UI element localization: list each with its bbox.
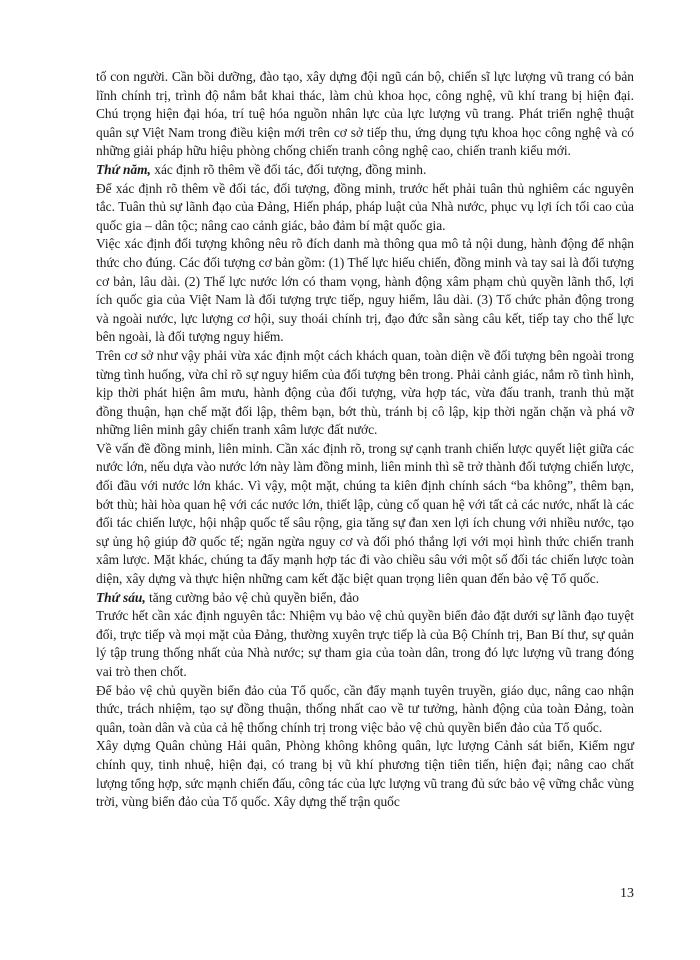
page-body [96, 68, 634, 812]
paragraph-text: Việc xác định đối tượng không nêu rõ đích danh mà thông qua mô tả nội dung, hành động để nhận thức cho đúng. Các đối tượng cơ bản gồm: (1) Thế lực hiếu chiến, đồng minh và tay sai là đối tượng cơ bản, lâu dài. (2) Thế lực nước lớn có tham vọng, hành động xâm phạm chủ quyền lãnh thổ, lợi ích quốc gia của Việt Nam là đối tượng trực tiếp, nguy hiểm, lâu dài. (3) Tổ chức phản động trong và ngoài nước, lực lượng cơ hội, suy thoái chính trị, đạo đức sẵn sàng câu kết, tiếp tay cho thế lực bên ngoài, là đối tượng nguy hiểm. [96, 236, 634, 345]
paragraph-5 [96, 347, 634, 440]
paragraph-text: tăng cường bảo vệ chủ quyền biển, đảo [145, 589, 359, 605]
paragraph-10 [96, 737, 634, 811]
paragraph-text: Xây dựng Quân chủng Hải quân, Phòng không không quân, lực lượng Cảnh sát biển, Kiểm ngư chính quy, tinh nhuệ, hiện đại, có trang bị vũ khí phương tiện tiên tiến, hiện đại; nâng cao chất lượng tổng hợp, sức mạnh chiến đấu, công tác của lực lượng vũ trang đủ sức bảo vệ vững chắc vùng trời, vùng biển đảo của Tổ quốc. Xây dựng thế trận quốc [96, 738, 634, 810]
paragraph-1 [96, 68, 634, 161]
paragraph-text: Để bảo vệ chủ quyền biển đảo của Tổ quốc, cần đẩy mạnh tuyên truyền, giáo dục, nâng cao nhận thức, trách nhiệm, tạo sự đồng thuận, thống nhất cao về tư tưởng, hành động của toàn Đảng, toàn quân, toàn dân và của cả hệ thống chính trị trong việc bảo vệ chủ quyền biển đảo của Tổ quốc. [96, 682, 634, 735]
paragraph-9 [96, 682, 634, 738]
paragraph-3 [96, 180, 634, 236]
paragraph-2-heading [96, 161, 634, 180]
paragraph-text: tố con người. Cần bồi dưỡng, đào tạo, xây dựng đội ngũ cán bộ, chiến sĩ lực lượng vũ trang có bản lĩnh chính trị, trình độ nắm bắt khai thác, làm chủ khoa học, công nghệ, vũ khí trang bị hiện đại. Chú trọng hiện đại hóa, trí tuệ hóa nguồn nhân lực của lực lượng vũ trang. Phát triển nghệ thuật quân sự Việt Nam trong điều kiện mới trên cơ sở tiếp thu, ứng dụng tựu khoa học công nghệ và có những giải pháp hữu hiệu phòng chống chiến tranh công nghệ cao, chiến tranh kiểu mới. [96, 69, 634, 159]
paragraph-7-heading [96, 589, 634, 608]
page-number: 13 [620, 886, 634, 901]
paragraph-6 [96, 440, 634, 589]
paragraph-text: Trước hết cần xác định nguyên tắc: Nhiệm vụ bảo vệ chủ quyền biển đảo đặt dưới sự lãnh đạo tuyệt đối, trực tiếp và mọi mặt của Đảng, thường xuyên trực tiếp là của Bộ Chính trị, Ban Bí thư, sự quản lý tập trung thống nhất của Nhà nước; sự tham gia của toàn dân, trong đó lực lượng vũ trang đóng vai trò then chốt. [96, 608, 634, 679]
paragraph-4 [96, 235, 634, 347]
section-lead: Thứ sáu, [96, 589, 146, 605]
paragraph-text: Trên cơ sở như vậy phải vừa xác định một cách khách quan, toàn diện về đối tượng bên ngoài trong từng tình huống, vừa chỉ rõ sự nguy hiểm của đối tượng bên trong. Phải cảnh giác, nắm rõ tình hình, kịp thời phát hiện âm mưu, hành động của đối tượng, vừa hợp tác, vừa đấu tranh, tranh thủ mặt đồng thuận, hạn chế mặt đối lập, thêm bạn, bớt thù, tránh bị cô lập, kịp thời ngăn chặn và phá vỡ những liên minh gây chiến tranh xâm lược đất nước. [96, 347, 634, 438]
paragraph-text: Về vấn đề đồng minh, liên minh. Cần xác định rõ, trong sự cạnh tranh chiến lược quyết liệt giữa các nước lớn, nếu dựa vào nước lớn này làm đồng minh, liên minh thì sẽ trở thành đối tượng chiến lược, đối đầu với nước lớn khác. Vì vậy, một mặt, chúng ta kiên định chính sách “ba không”, thêm bạn, bớt thù; hài hòa quan hệ với các nước lớn, thiết lập, củng cố quan hệ với tất cả các nước, nhất là các đối tác chiến lược, hội nhập quốc tế sâu rộng, gia tăng sự đan xen lợi ích chung với nhiều nước, tạo sự ủng hộ giúp đỡ quốc tế; ngăn ngừa nguy cơ và đối phó thắng lợi với mọi hình thức chiến tranh xâm lược. Mặt khác, chúng ta đẩy mạnh hợp tác đi vào chiều sâu với một số đối tác chiến lược toàn diện, xây dựng và thực hiện những cam kết đặc biệt quan trọng liên quan đến bảo vệ Tổ quốc. [96, 440, 634, 587]
paragraph-text: Để xác định rõ thêm về đối tác, đối tượng, đồng minh, trước hết phải tuân thủ nghiêm các nguyên tắc. Tuân thủ sự lãnh đạo của Đảng, Hiến pháp, pháp luật của Nhà nước, phục vụ lợi ích tối cao của quốc gia – dân tộc; nâng cao cảnh giác, bảo đảm bí mật quốc gia. [96, 180, 634, 233]
paragraph-text: xác định rõ thêm về đối tác, đối tượng, đồng minh. [150, 161, 427, 177]
paragraph-8 [96, 607, 634, 681]
section-lead: Thứ năm, [96, 161, 151, 177]
